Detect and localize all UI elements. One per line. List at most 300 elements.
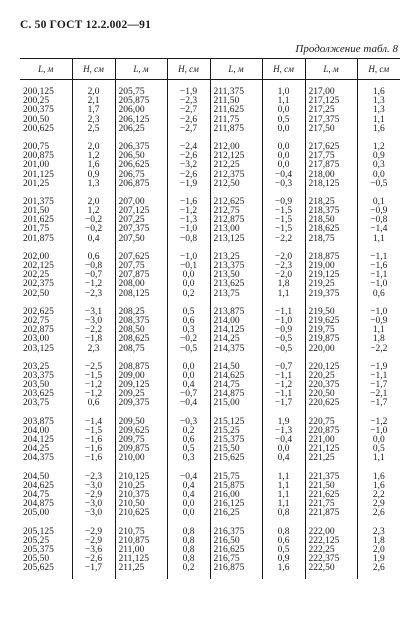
length-cell <box>20 195 72 250</box>
length-value: 204,375 <box>23 453 54 464</box>
height-value: 1,1 <box>372 114 385 125</box>
length-value: 219,25 <box>308 279 335 290</box>
length-value: 211,00 <box>118 544 145 555</box>
length-value: 221,50 <box>308 480 335 491</box>
height-cell <box>357 80 400 140</box>
length-value: 218,875 <box>308 251 340 262</box>
height-value: −1,2 <box>179 206 198 217</box>
length-value: 201,125 <box>23 169 54 180</box>
height-value: 1,1 <box>372 233 385 244</box>
length-value: 213,25 <box>213 251 240 262</box>
length-value: 214,875 <box>213 389 245 400</box>
height-value: −3,0 <box>84 480 103 491</box>
height-value: 1,6 <box>372 471 385 482</box>
height-value: 0,9 <box>87 169 100 180</box>
length-value: 203,625 <box>23 389 54 400</box>
length-value: 220,375 <box>308 380 340 391</box>
height-value: −1,9 <box>179 178 198 189</box>
height-value: −0,3 <box>179 416 198 427</box>
height-cell <box>167 195 210 250</box>
length-value: 208,25 <box>118 306 145 317</box>
height-value: 0,5 <box>277 544 290 555</box>
height-value: 0,0 <box>182 270 195 281</box>
height-value: 0,0 <box>372 169 385 180</box>
length-value: 219,125 <box>308 270 340 281</box>
length-value: 207,75 <box>118 261 145 271</box>
height-value: 1,9 <box>372 554 385 565</box>
table-body <box>20 80 400 580</box>
height-value: 1,2 <box>87 151 100 162</box>
height-value: −0,7 <box>274 361 293 372</box>
length-value: 211,125 <box>118 554 150 565</box>
height-value: −1,0 <box>274 315 293 326</box>
length-value: 205,00 <box>23 508 50 519</box>
length-value: 204,75 <box>23 489 50 500</box>
height-cell <box>167 470 210 525</box>
height-value: 2,6 <box>372 508 385 519</box>
height-value: −1,0 <box>370 425 388 436</box>
height-value: −2,9 <box>84 535 103 546</box>
height-value: 0,6 <box>182 315 195 326</box>
length-value: 215,125 <box>213 416 245 427</box>
length-value: 220,25 <box>308 370 335 381</box>
length-value: 221,125 <box>308 444 340 455</box>
height-value: 1,2 <box>372 141 385 152</box>
length-value: 211,625 <box>213 105 245 116</box>
length-cell <box>20 250 72 305</box>
length-cell <box>115 140 167 195</box>
length-value: 202,50 <box>23 288 50 299</box>
height-value: −1,1 <box>370 370 388 381</box>
length-value: 213,375 <box>213 261 245 271</box>
length-value: 214,00 <box>213 315 240 326</box>
height-cell <box>262 80 305 140</box>
length-value: 209,375 <box>118 398 150 409</box>
length-value: 205,875 <box>118 96 150 107</box>
height-value: 2,6 <box>372 563 385 574</box>
height-value: −1,5 <box>274 224 293 235</box>
length-value: 219,875 <box>308 334 340 345</box>
height-value: −0,5 <box>370 178 388 189</box>
length-value: 218,50 <box>308 215 335 226</box>
length-cell <box>115 415 167 470</box>
length-value: 205,25 <box>23 535 50 546</box>
column-header-length: L, м <box>210 59 262 80</box>
height-value: 1,1 <box>277 471 290 482</box>
height-cell <box>167 415 210 470</box>
length-value: 209,625 <box>118 425 150 436</box>
length-value: 212,00 <box>213 141 240 152</box>
length-value: 206,625 <box>118 160 150 171</box>
length-cell <box>20 360 72 415</box>
length-value: 211,375 <box>213 87 245 97</box>
length-value: 203,375 <box>23 370 54 381</box>
height-value: 0,0 <box>182 508 195 519</box>
length-value: 219,75 <box>308 325 335 336</box>
height-value: −1,2 <box>370 416 388 427</box>
height-value: 2,2 <box>372 489 385 500</box>
length-value: 201,25 <box>23 178 50 189</box>
height-value: −2,7 <box>179 105 198 116</box>
height-value: −2,3 <box>84 471 103 482</box>
height-value: 0,2 <box>182 425 195 436</box>
height-value: −1,6 <box>370 261 388 271</box>
length-cell <box>210 80 262 140</box>
height-value: 1,6 <box>372 123 385 134</box>
height-value: −1,1 <box>274 370 293 381</box>
height-value: −1,5 <box>274 206 293 217</box>
height-cell <box>167 360 210 415</box>
height-value: 1,8 <box>372 535 385 546</box>
length-cell <box>20 140 72 195</box>
height-value: −3,0 <box>84 499 103 510</box>
height-value: −2,6 <box>179 151 198 162</box>
height-value: −2,6 <box>179 169 198 180</box>
height-cell <box>357 525 400 580</box>
height-value: −1,4 <box>370 224 388 235</box>
length-value: 216,50 <box>213 535 240 546</box>
length-value: 201,00 <box>23 160 50 171</box>
height-value: 1,1 <box>372 453 385 464</box>
height-value: 0,0 <box>182 370 195 381</box>
length-value: 211,25 <box>118 563 145 574</box>
height-value: −1,4 <box>84 416 103 427</box>
height-value: 0,3 <box>182 325 195 336</box>
length-value: 220,50 <box>308 389 335 400</box>
length-value: 216,125 <box>213 499 245 510</box>
height-value: 0,0 <box>277 105 290 116</box>
column-header-height: H, см <box>262 59 305 80</box>
length-value: 201,75 <box>23 224 50 235</box>
height-value: −3,1 <box>84 306 103 317</box>
height-value: −1,8 <box>84 334 103 345</box>
height-value: −2,3 <box>179 96 198 107</box>
height-value: −1,1 <box>274 389 293 400</box>
height-value: −1,7 <box>370 380 388 391</box>
length-cell <box>305 415 357 470</box>
height-value: −1,2 <box>84 389 103 400</box>
column-header-length: L, м <box>115 59 167 80</box>
height-value: 0,4 <box>277 453 290 464</box>
height-value: −1,2 <box>84 380 103 391</box>
height-value: −1,9 <box>179 87 198 97</box>
height-value: 2,0 <box>87 141 100 152</box>
height-value: 0,0 <box>277 160 290 171</box>
length-value: 209,25 <box>118 389 145 400</box>
length-value: 206,25 <box>118 123 145 134</box>
length-value: 200,375 <box>23 105 54 116</box>
height-value: −2,2 <box>274 233 293 244</box>
height-value: −1,1 <box>274 306 293 317</box>
length-value: 203,125 <box>23 343 54 354</box>
height-value: −1,9 <box>370 361 388 372</box>
length-value: 203,25 <box>23 361 50 372</box>
length-value: 206,125 <box>118 114 150 125</box>
length-value: 202,875 <box>23 325 54 336</box>
length-value: 205,50 <box>23 554 50 565</box>
height-value: 2,0 <box>87 87 100 97</box>
height-value: −1,7 <box>274 398 293 409</box>
length-value: 209,125 <box>118 380 150 391</box>
height-cell <box>72 195 115 250</box>
height-value: 0,9 <box>277 554 290 565</box>
height-cell <box>167 80 210 140</box>
length-value: 200,125 <box>23 87 54 97</box>
height-cell <box>357 360 400 415</box>
height-value: 0,5 <box>182 306 195 317</box>
height-cell <box>357 140 400 195</box>
length-value: 222,375 <box>308 554 340 565</box>
length-value: 213,875 <box>213 306 245 317</box>
height-value: −2,0 <box>274 270 293 281</box>
length-value: 214,625 <box>213 370 245 381</box>
length-value: 204,625 <box>23 480 54 491</box>
length-cell <box>305 80 357 140</box>
length-value: 204,50 <box>23 471 50 482</box>
height-value: 1,9 <box>277 416 290 427</box>
table-row-block <box>20 525 400 580</box>
length-value: 218,125 <box>308 178 340 189</box>
height-value: 1,8 <box>372 334 385 345</box>
height-cell <box>357 470 400 525</box>
length-value: 208,00 <box>118 279 145 290</box>
length-value: 216,75 <box>213 554 240 565</box>
length-cell <box>210 525 262 580</box>
height-value: −0,4 <box>179 398 198 409</box>
length-cell <box>20 470 72 525</box>
height-value: 0,4 <box>182 380 195 391</box>
length-value: 210,50 <box>118 499 145 510</box>
length-value: 207,625 <box>118 251 150 262</box>
height-value: −1,5 <box>84 425 103 436</box>
length-value: 217,125 <box>308 96 340 107</box>
height-value: 0,0 <box>182 499 195 510</box>
length-value: 209,00 <box>118 370 145 381</box>
length-value: 210,875 <box>118 535 150 546</box>
length-value: 213,75 <box>213 288 240 299</box>
height-cell <box>262 415 305 470</box>
height-value: −1,6 <box>84 435 103 445</box>
length-cell <box>210 360 262 415</box>
height-value: −0,5 <box>274 334 293 345</box>
length-value: 219,00 <box>308 261 335 271</box>
length-value: 222,25 <box>308 544 335 555</box>
height-value: −2,3 <box>274 261 293 271</box>
height-value: −1,5 <box>274 215 293 226</box>
length-value: 200,625 <box>23 123 54 134</box>
column-header-height: H, см <box>167 59 210 80</box>
table-row-block <box>20 80 400 140</box>
height-cell <box>72 415 115 470</box>
height-value: −1,6 <box>84 444 103 455</box>
length-value: 207,375 <box>118 224 150 235</box>
length-cell <box>305 470 357 525</box>
length-value: 216,375 <box>213 526 245 537</box>
length-value: 201,625 <box>23 215 54 226</box>
length-value: 216,00 <box>213 489 240 500</box>
length-value: 207,25 <box>118 215 145 226</box>
height-value: −2,6 <box>179 114 198 125</box>
length-value: 215,625 <box>213 453 245 464</box>
length-value: 208,125 <box>118 288 150 299</box>
length-value: 215,50 <box>213 444 240 455</box>
length-value: 220,875 <box>308 425 340 436</box>
length-cell <box>210 195 262 250</box>
height-value: −2,2 <box>370 343 388 354</box>
height-value: −0,9 <box>274 325 293 336</box>
height-value: −2,6 <box>84 554 103 565</box>
height-value: 1,2 <box>87 206 100 217</box>
height-value: 0,8 <box>182 544 195 555</box>
length-value: 209,875 <box>118 444 150 455</box>
table-header-row <box>20 59 400 80</box>
height-cell <box>357 415 400 470</box>
length-value: 222,125 <box>308 535 340 546</box>
length-cell <box>210 305 262 360</box>
height-value: −1,2 <box>84 279 103 290</box>
height-cell <box>357 305 400 360</box>
height-value: −0,2 <box>84 224 103 235</box>
length-value: 222,50 <box>308 563 335 574</box>
height-value: −3,2 <box>179 160 198 171</box>
length-value: 205,625 <box>23 563 54 574</box>
height-value: 0,3 <box>372 160 385 171</box>
length-value: 216,25 <box>213 508 240 519</box>
height-value: 0,4 <box>182 489 195 500</box>
length-value: 221,25 <box>308 453 335 464</box>
table-row-block <box>20 250 400 305</box>
height-cell <box>262 470 305 525</box>
table-row-block <box>20 360 400 415</box>
length-value: 210,625 <box>118 508 150 519</box>
height-value: 1,1 <box>277 489 290 500</box>
length-value: 202,375 <box>23 279 54 290</box>
length-value: 220,75 <box>308 416 335 427</box>
length-value: 208,375 <box>118 315 150 326</box>
height-cell <box>72 525 115 580</box>
length-value: 213,125 <box>213 233 245 244</box>
height-value: −1,1 <box>370 270 388 281</box>
length-cell <box>20 305 72 360</box>
length-value: 213,00 <box>213 224 240 235</box>
height-value: 1,3 <box>372 96 385 107</box>
height-value: −0,8 <box>84 261 103 271</box>
height-value: 2,3 <box>87 343 100 354</box>
height-value: 0,5 <box>277 114 290 125</box>
length-value: 201,375 <box>23 196 54 207</box>
height-cell <box>357 250 400 305</box>
length-cell <box>20 525 72 580</box>
length-value: 210,25 <box>118 480 145 491</box>
height-value: −2,7 <box>179 123 198 134</box>
length-value: 210,00 <box>118 453 145 464</box>
length-value: 209,75 <box>118 435 145 445</box>
height-value: 0,0 <box>277 444 290 455</box>
length-value: 204,125 <box>23 435 54 445</box>
length-value: 202,25 <box>23 270 50 281</box>
height-value: 0,2 <box>182 563 195 574</box>
length-value: 217,25 <box>308 105 335 116</box>
length-value: 217,375 <box>308 114 340 125</box>
height-cell <box>262 195 305 250</box>
length-value: 201,875 <box>23 233 54 244</box>
height-cell <box>72 250 115 305</box>
length-cell <box>210 250 262 305</box>
height-cell <box>167 305 210 360</box>
length-value: 209,50 <box>118 416 145 427</box>
height-value: 1,1 <box>277 288 290 299</box>
height-value: 0,6 <box>87 398 100 409</box>
height-value: −1,0 <box>370 306 388 317</box>
length-value: 218,75 <box>308 233 335 244</box>
height-value: 0,4 <box>87 233 100 244</box>
height-value: 1,3 <box>372 105 385 116</box>
height-value: 2,9 <box>372 499 385 510</box>
height-value: −1,3 <box>179 215 198 226</box>
length-value: 210,375 <box>118 489 150 500</box>
length-value: 211,50 <box>213 96 240 107</box>
length-value: 207,00 <box>118 196 145 207</box>
column-header-height: H, см <box>72 59 115 80</box>
length-value: 205,75 <box>118 87 145 97</box>
height-value: −1,7 <box>370 398 388 409</box>
length-value: 207,875 <box>118 270 150 281</box>
length-cell <box>210 140 262 195</box>
length-cell <box>305 140 357 195</box>
length-value: 212,25 <box>213 160 240 171</box>
length-value: 213,625 <box>213 279 245 290</box>
length-value: 212,375 <box>213 169 245 180</box>
length-cell <box>20 80 72 140</box>
length-value: 215,375 <box>213 435 245 445</box>
height-cell <box>357 195 400 250</box>
length-value: 215,00 <box>213 398 240 409</box>
height-value: −0,4 <box>274 435 293 445</box>
height-value: −1,7 <box>84 563 103 574</box>
height-cell <box>72 80 115 140</box>
height-value: −0,4 <box>274 169 293 180</box>
height-value: 1,6 <box>372 480 385 491</box>
height-value: 0,3 <box>182 453 195 464</box>
height-cell <box>167 525 210 580</box>
length-value: 200,875 <box>23 151 54 162</box>
length-value: 212,50 <box>213 178 240 189</box>
height-value: 0,6 <box>277 535 290 546</box>
length-value: 207,50 <box>118 233 145 244</box>
table-row-block <box>20 195 400 250</box>
height-value: −1,5 <box>84 370 103 381</box>
length-value: 221,75 <box>308 499 335 510</box>
length-value: 213,50 <box>213 270 240 281</box>
height-value: −0,8 <box>370 215 388 226</box>
height-value: 2,0 <box>87 196 100 207</box>
length-value: 206,875 <box>118 178 150 189</box>
height-value: 0,8 <box>277 526 290 537</box>
length-value: 208,625 <box>118 334 150 345</box>
column-header-length: L, м <box>20 59 72 80</box>
height-value: −2,0 <box>274 251 293 262</box>
length-value: 212,875 <box>213 215 245 226</box>
height-value: 0,6 <box>87 251 100 262</box>
length-value: 218,00 <box>308 169 335 180</box>
length-value: 215,875 <box>213 480 245 491</box>
height-value: −3,0 <box>84 315 103 326</box>
length-cell <box>305 195 357 250</box>
length-value: 200,25 <box>23 96 50 107</box>
length-value: 200,75 <box>23 141 50 152</box>
length-cell <box>115 305 167 360</box>
length-cell <box>115 250 167 305</box>
